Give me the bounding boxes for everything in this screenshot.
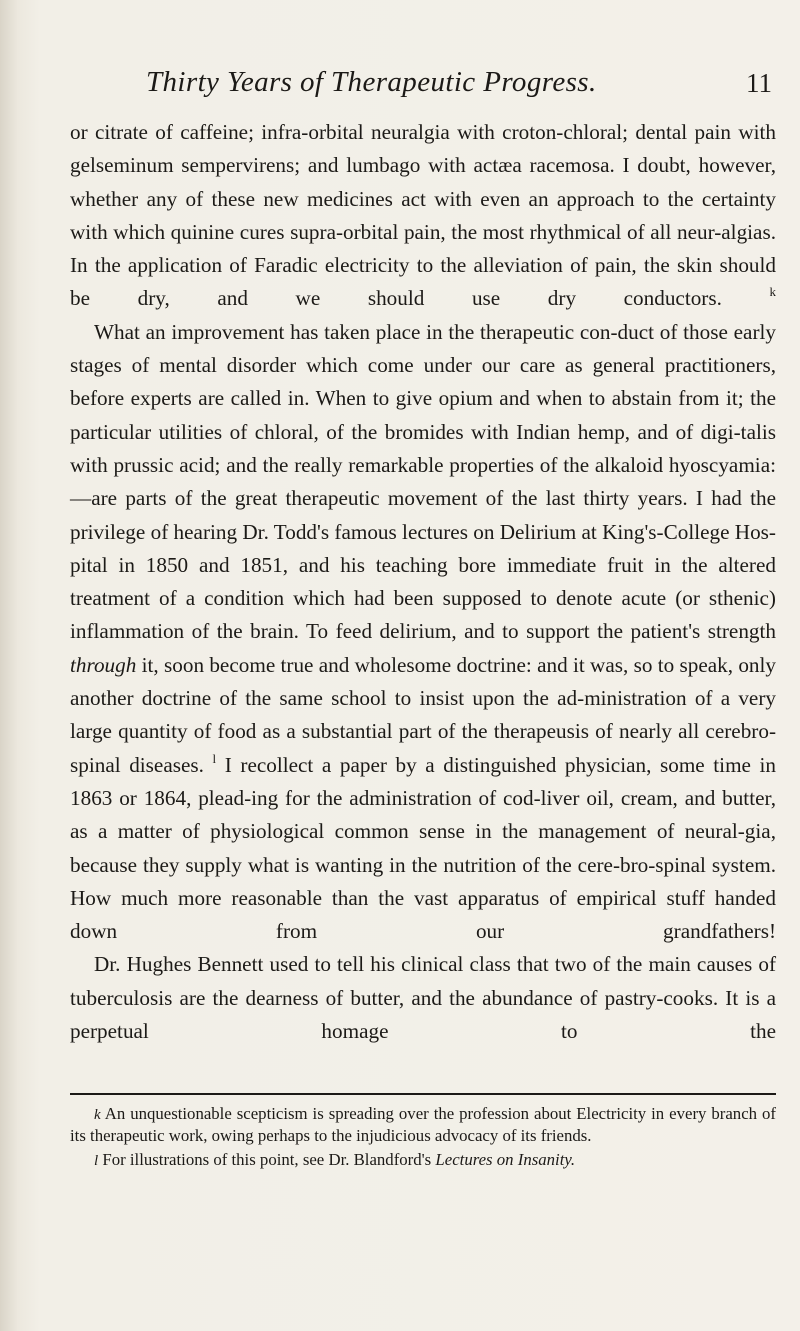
footnote-divider <box>70 1093 776 1095</box>
footnote-l-text: For illustrations of this point, see Dr. Blandford's <box>102 1150 432 1169</box>
footnote-k <box>70 1104 776 1146</box>
footnote-ref-k: k <box>769 284 777 300</box>
page-header <box>60 66 780 106</box>
page-number: 11 <box>746 68 772 98</box>
paragraph-3 <box>70 948 776 1048</box>
paragraph-3-text-a: Dr. Hughes Bennett used to tell his clinical class that two of the main causes of tuberculosis are the dearness of butter, and <box>70 952 776 1010</box>
paragraph-1-text: or citrate of caffeine; infra-orbital neuralgia with croton-chloral; dental pain with gelseminum sempervirens; and lumbago with actæa racemosa. I doubt, however, whether any of these new medicines act with even an approach to the certainty with which quinine cures supra-orbital pain, the most rhythmical of all neur-algias. In the application of Faradic electricity to the alleviation of pain, the skin should be dry, and we should use dry conductors. <box>70 120 776 311</box>
running-title: Thirty Years of Therapeutic Progress. <box>146 66 597 98</box>
footnote-l-book-title: Lectures on Insanity. <box>435 1150 576 1169</box>
paragraph-2-text-b: it, soon become true and wholesome doctrine: and it was, so to speak, only another doctrine of the same school to insist upon the ad-ministration of a very large quantity of food as a substantial part of the therapeusis of nearly all cerebro-spinal diseases. <box>70 652 777 777</box>
footnote-ref-l: l <box>212 750 217 766</box>
paragraph-2-emphasis: through <box>70 652 137 677</box>
footnotes <box>70 1104 776 1176</box>
paragraph-2-text-a: What an improvement has taken place in the therapeutic con-duct of those early stages of mental disorder which come under our care as general practitioners, before experts are called in. When to give opium and when to abstain from it; the particular utilities of chloral, of the bromides with Indian hemp, and of digi-talis with prussic acid; and the really remarkable properties of the alkaloid hyoscyamia:—are parts of the great therapeutic movement of the last thirty years. I had the privilege of hearing Dr. Todd's famous lectures on Delirium at King's-College Hos-pital in 1850 and 1851, and his teaching bore immediate fruit in the altered treatment of a condition which had been supposed to denote acute (or sthenic) inflammation of the brain. To feed delirium, and to support the patient's strength <box>70 319 776 644</box>
footnote-l-mark: l <box>94 1153 99 1169</box>
paragraph-3-text-b: the abundance of pastry-cooks. It is a perpetual homage to the <box>70 985 776 1044</box>
footnote-l <box>70 1150 776 1172</box>
footnote-k-mark: k <box>94 1107 101 1123</box>
main-text <box>70 116 776 1048</box>
footnote-k-text: An unquestionable scepticism is spreading over the profession about Electricity in every branch of its therapeutic work, owing perhaps to the injudicious advocacy of its friends. <box>70 1104 776 1145</box>
paragraph-1 <box>70 116 776 316</box>
paragraph-2 <box>70 316 776 949</box>
paragraph-2-text-c: I recollect a paper by a distinguished physician, some time in 1863 or 1864, plead-ing for the administration of cod-liver oil, cream, and butter, as a matter of physiological common sense in the management of neural-gia, because they supply what is wanting in the nutrition of the cere-bro-spinal system. How much more reasonable than the vast apparatus of empirical stuff handed down from our grandfathers! <box>70 752 777 944</box>
